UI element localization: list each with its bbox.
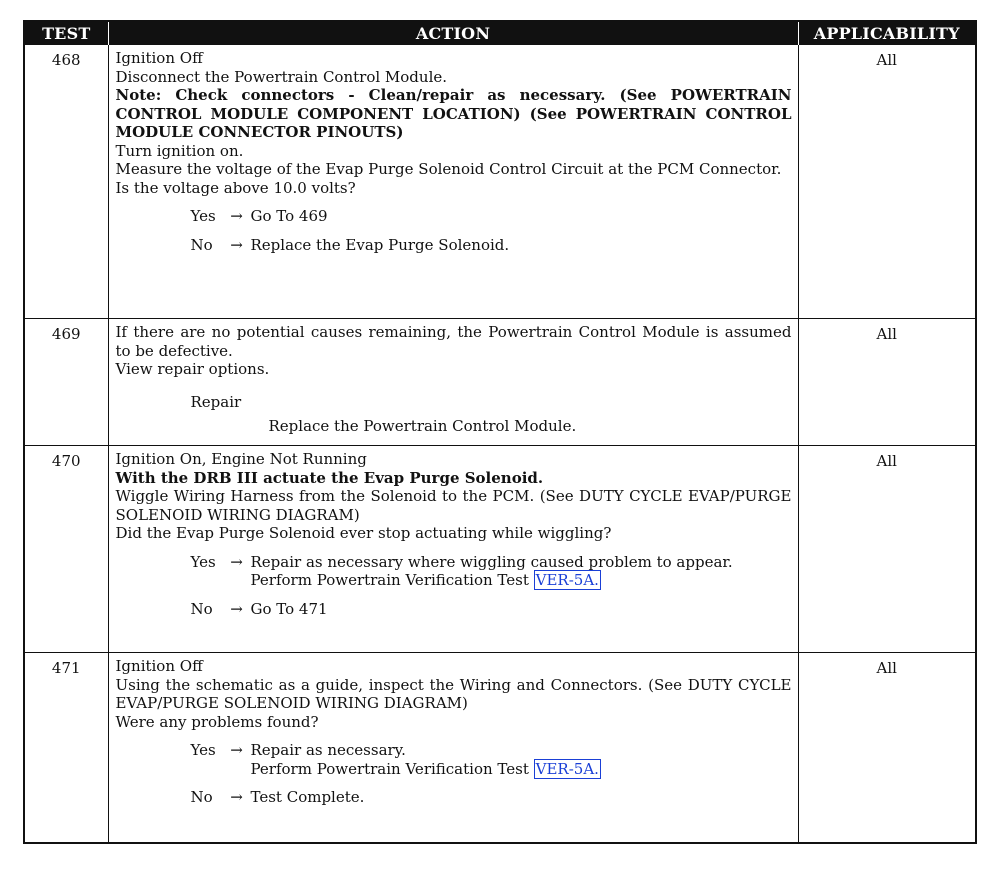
no-label: No xyxy=(190,599,213,618)
table-row xyxy=(24,446,976,653)
yes-result xyxy=(251,741,792,778)
action-cell xyxy=(108,45,798,319)
header-action: ACTION xyxy=(108,21,798,45)
table-row xyxy=(24,45,976,319)
arrow-icon: → xyxy=(230,741,243,759)
yes-result-line xyxy=(251,571,792,590)
yes-result-line xyxy=(251,760,792,779)
ver-5a-link[interactable]: VER-5A. xyxy=(535,571,599,589)
action-line: Ignition On, Engine Not Running xyxy=(115,450,367,468)
yes-result: Go To 469 xyxy=(250,207,328,225)
action-question: Did the Evap Purge Solenoid ever stop actuating while wiggling? xyxy=(115,524,612,542)
yes-label: Yes xyxy=(190,741,216,759)
applicability-cell: All xyxy=(798,446,976,653)
action-line: If there are no potential causes remaining, the Powertrain Control Module is assumed to be defective. xyxy=(115,323,792,360)
no-result: Test Complete. xyxy=(250,788,365,806)
diagnostic-table xyxy=(23,20,977,844)
yes-result-line: Repair as necessary. xyxy=(250,741,406,759)
yes-result-line: Repair as necessary where wiggling caused problem to appear. xyxy=(250,552,733,571)
action-line: Using the schematic as a guide, inspect the Wiring and Connectors. (See DUTY CYCLE EVAP/PURGE SOLENOID WIRING DIAGRAM) xyxy=(115,675,792,712)
action-line: Disconnect the Powertrain Control Module. xyxy=(115,67,448,86)
answer-yes xyxy=(191,207,792,226)
action-line: Turn ignition on. xyxy=(115,141,244,160)
repair-label: Repair xyxy=(190,392,242,411)
table-row xyxy=(24,319,976,446)
header-test: TEST xyxy=(24,21,108,45)
answer-no xyxy=(191,236,792,255)
verification-text: Perform Powertrain Verification Test xyxy=(250,571,534,589)
applicability-cell: All xyxy=(798,319,976,446)
arrow-icon: → xyxy=(230,207,243,225)
yes-label: Yes xyxy=(190,207,216,225)
repair-text: Replace the Powertrain Control Module. xyxy=(268,417,577,435)
header-applicability: APPLICABILITY xyxy=(798,21,976,45)
answer-yes xyxy=(191,741,792,778)
applicability-cell: All xyxy=(798,653,976,843)
verification-text: Perform Powertrain Verification Test xyxy=(250,759,534,778)
action-bold: With the DRB III actuate the Evap Purge Solenoid. xyxy=(115,468,544,487)
arrow-icon: → xyxy=(230,788,243,806)
no-label: No xyxy=(190,235,213,254)
no-result: Replace the Evap Purge Solenoid. xyxy=(250,235,510,254)
action-line: Wiggle Wiring Harness from the Solenoid to the PCM. (See DUTY CYCLE EVAP/PURGE SOLENOID WIRING DIAGRAM) xyxy=(115,487,792,524)
action-line: Measure the voltage of the Evap Purge Solenoid Control Circuit at the PCM Connector. xyxy=(115,160,782,178)
action-line: Ignition Off xyxy=(115,657,203,675)
test-number: 469 xyxy=(24,319,108,446)
table-header-row xyxy=(24,21,976,45)
arrow-icon: → xyxy=(230,599,243,618)
answers xyxy=(116,741,792,807)
yes-label: Yes xyxy=(190,552,216,571)
yes-result xyxy=(251,553,792,590)
action-cell xyxy=(108,653,798,843)
answer-no xyxy=(191,788,792,807)
arrow-icon: → xyxy=(230,552,243,571)
arrow-icon: → xyxy=(230,235,243,254)
no-result: Go To 471 xyxy=(250,599,328,618)
action-note: Note: Check connectors - Clean/repair as necessary. (See POWERTRAIN CONTROL MODULE COMPONENT LOCATION) (See POWERTRAIN CONTROL MODULE CONNECTOR PINOUTS) xyxy=(115,86,792,141)
test-number: 468 xyxy=(24,45,108,319)
applicability-cell: All xyxy=(798,45,976,319)
action-cell xyxy=(108,446,798,653)
answer-yes xyxy=(191,553,792,590)
test-number: 470 xyxy=(24,446,108,653)
table-row xyxy=(24,653,976,843)
answers xyxy=(116,207,792,254)
action-line: Ignition Off xyxy=(115,49,203,67)
no-label: No xyxy=(190,788,213,806)
answers xyxy=(116,553,792,619)
answer-no xyxy=(191,600,792,619)
ver-5a-link[interactable]: VER-5A. xyxy=(535,759,599,778)
action-cell xyxy=(108,319,798,446)
action-line: View repair options. xyxy=(115,360,270,378)
test-number: 471 xyxy=(24,653,108,843)
action-question: Is the voltage above 10.0 volts? xyxy=(115,178,356,197)
repair-options xyxy=(191,393,792,436)
action-question: Were any problems found? xyxy=(115,712,319,731)
